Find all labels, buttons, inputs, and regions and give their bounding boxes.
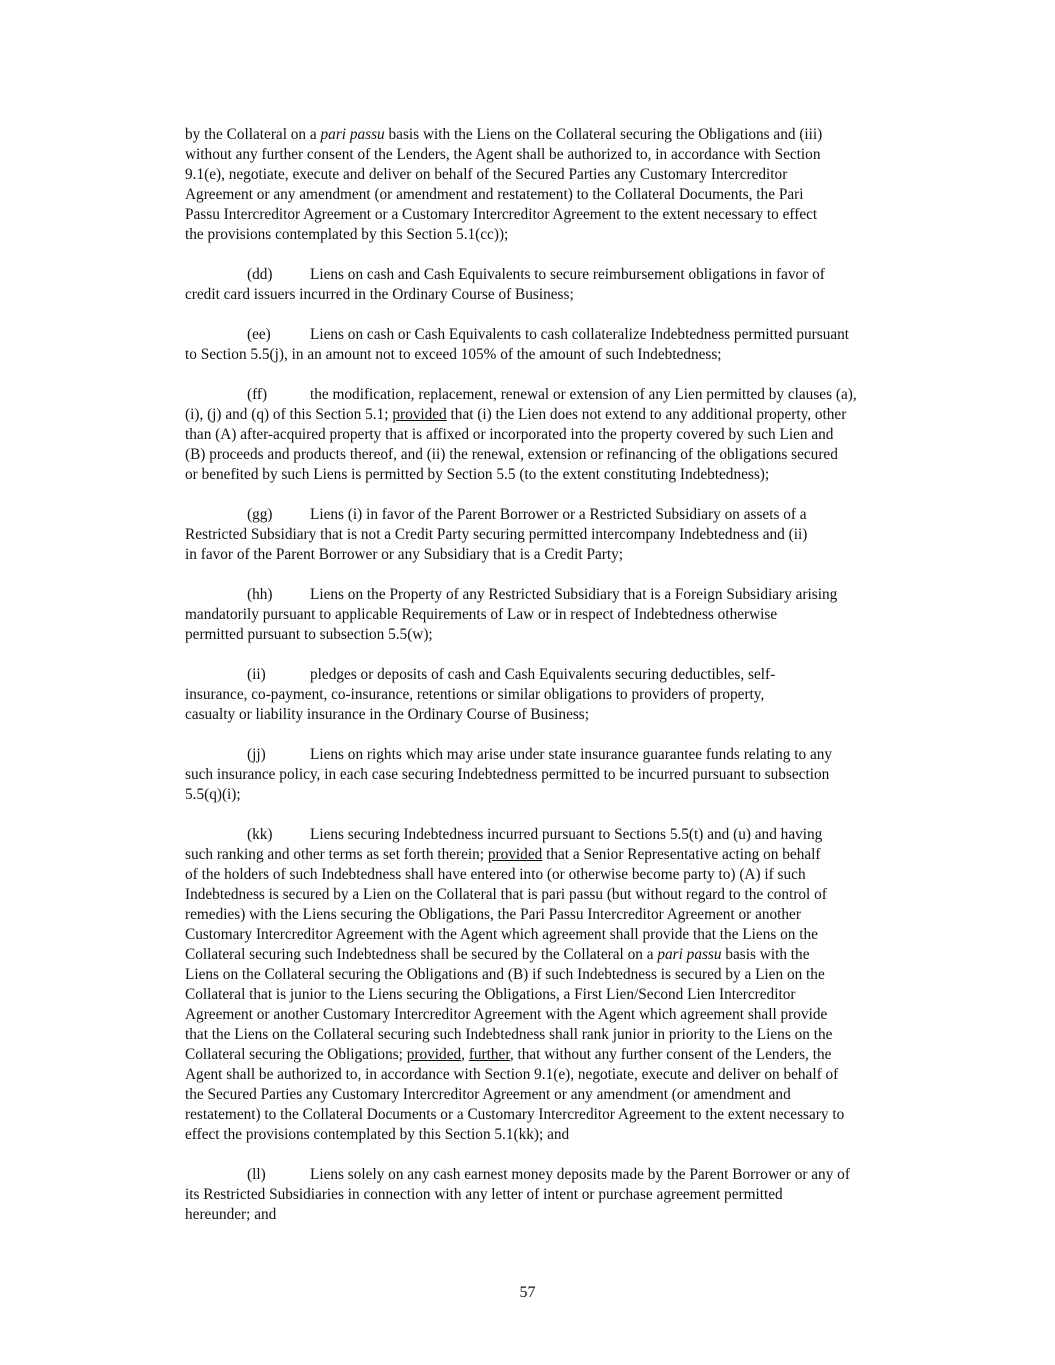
text-line: Passu Intercreditor Agreement or a Customary Intercreditor Agreement to the extent necessary to effect (185, 206, 818, 223)
clause-label: (dd) (247, 266, 273, 283)
clause-ii (185, 665, 933, 725)
text-line: the provisions contemplated by this Section 5.1(cc)); (185, 226, 509, 243)
text-line: Restricted Subsidiary that is not a Credit Party securing permitted intercompany Indebtedness and (ii) (185, 526, 808, 543)
text-line: remedies) with the Liens securing the Obligations, the Pari Passu Intercreditor Agreement or another (185, 906, 801, 923)
text-line: hereunder; and (185, 1206, 277, 1223)
text-line: in favor of the Parent Borrower or any Subsidiary that is a Credit Party; (185, 546, 623, 563)
text-line: (i), (j) and (q) of this Section 5.1; provided that (i) the Lien does not extend to any additional property, other (185, 406, 847, 423)
text-line: Collateral that is junior to the Liens securing the Obligations, a First Lien/Second Lien Intercreditor (185, 986, 796, 1003)
clause-ll (185, 1165, 933, 1225)
text-line: Collateral securing the Obligations; provided, further, that without any further consent of the Lenders, the (185, 1046, 832, 1063)
text-line: that the Liens on the Collateral securing such Indebtedness shall rank junior in priority to the Liens on the (185, 1026, 833, 1043)
clause-hh (185, 585, 933, 645)
clause-ee (185, 325, 933, 365)
clause-label: (jj) (247, 746, 266, 763)
text-line: (ii) pledges or deposits of cash and Cash Equivalents securing deductibles, self- (247, 666, 776, 683)
text-line: of the holders of such Indebtedness shall have entered into (or otherwise become party to) (A) if such (185, 866, 806, 883)
text-line: (dd) Liens on cash and Cash Equivalents to secure reimbursement obligations in favor of (247, 266, 825, 283)
text-line: Agreement or any amendment (or amendment and restatement) to the Collateral Documents, the Pari (185, 186, 804, 203)
page-number: 57 (519, 1284, 536, 1301)
underlined-term: provided (487, 846, 543, 863)
text-line: (gg) Liens (i) in favor of the Parent Borrower or a Restricted Subsidiary on assets of a (247, 506, 807, 523)
text-line: to Section 5.5(j), in an amount not to exceed 105% of the amount of such Indebtedness; (185, 346, 722, 363)
italic-term: pari passu (657, 946, 722, 963)
text-line: (jj) Liens on rights which may arise under state insurance guarantee funds relating to any (247, 746, 833, 763)
text-line: casualty or liability insurance in the Ordinary Course of Business; (185, 706, 590, 723)
text-line: than (A) after-acquired property that is affixed or incorporated into the property covered by such Lien and (185, 426, 834, 443)
clause-kk (185, 825, 933, 1145)
text-line: 5.5(q)(i); (185, 786, 241, 803)
text-line: without any further consent of the Lenders, the Agent shall be authorized to, in accordance with Section (185, 146, 821, 163)
underlined-term: further (468, 1046, 510, 1063)
page-body (185, 125, 933, 1245)
clause-label: (gg) (247, 506, 273, 523)
text-line: (kk) Liens securing Indebtedness incurred pursuant to Sections 5.5(t) and (u) and having (247, 826, 823, 843)
clause-label: (kk) (247, 826, 273, 843)
text-line: (B) proceeds and products thereof, and (ii) the renewal, extension or refinancing of the obligations secured (185, 446, 838, 463)
continuation-paragraph (185, 125, 933, 245)
text-line: (ee) Liens on cash or Cash Equivalents to cash collateralize Indebtedness permitted pursuant (247, 326, 850, 343)
text-line: Indebtedness is secured by a Lien on the Collateral that is pari passu (but without regard to the control of (185, 886, 827, 903)
italic-term: pari passu (320, 126, 385, 143)
text-line: Agent shall be authorized to, in accordance with Section 9.1(e), negotiate, execute and deliver on behalf of (185, 1066, 839, 1083)
clause-label: (ll) (247, 1166, 266, 1183)
text-line: such ranking and other terms as set forth therein; provided that a Senior Representative acting on behalf (185, 846, 821, 863)
text-line: Agreement or another Customary Intercreditor Agreement with the Agent which agreement shall provide (185, 1006, 828, 1023)
text-line: Collateral securing such Indebtedness shall be secured by the Collateral on a pari passu basis with the (185, 946, 810, 963)
text-line: (ff) the modification, replacement, renewal or extension of any Lien permitted by clauses (a), (247, 386, 857, 403)
text-line: (hh) Liens on the Property of any Restricted Subsidiary that is a Foreign Subsidiary arising (247, 586, 838, 603)
text-line: effect the provisions contemplated by this Section 5.1(kk); and (185, 1126, 570, 1143)
text-line: 9.1(e), negotiate, execute and deliver on behalf of the Secured Parties any Customary Intercreditor (185, 166, 788, 183)
underlined-term: provided (392, 406, 447, 423)
clause-dd (185, 265, 933, 305)
text-line: mandatorily pursuant to applicable Requirements of Law or in respect of Indebtedness otherwise (185, 606, 778, 623)
text-line: its Restricted Subsidiaries in connection with any letter of intent or purchase agreement permitted (185, 1186, 783, 1203)
text-line: by the Collateral on a pari passu basis with the Liens on the Collateral securing the Obligations and (iii) (185, 126, 823, 143)
clause-gg (185, 505, 933, 565)
text-line: (ll) Liens solely on any cash earnest money deposits made by the Parent Borrower or any of (247, 1166, 850, 1183)
text-line: Liens on the Collateral securing the Obligations and (B) if such Indebtedness is secured by a Lien on the (185, 966, 825, 983)
text-line: such insurance policy, in each case securing Indebtedness permitted to be incurred pursuant to subsection (185, 766, 830, 783)
text-line: permitted pursuant to subsection 5.5(w); (185, 626, 433, 643)
text-line: Customary Intercreditor Agreement with the Agent which agreement shall provide that the Liens on the (185, 926, 818, 943)
text-line: insurance, co-payment, co-insurance, retentions or similar obligations to providers of property, (185, 686, 765, 703)
text-line: credit card issuers incurred in the Ordinary Course of Business; (185, 286, 574, 303)
text-line: the Secured Parties any Customary Intercreditor Agreement or any amendment (or amendment and (185, 1086, 791, 1103)
clause-ff (185, 385, 933, 485)
text-line: or benefited by such Liens is permitted by Section 5.5 (to the extent constituting Indebtedness); (185, 466, 770, 483)
clause-label: (ff) (247, 386, 268, 403)
clause-label: (ee) (247, 326, 271, 343)
underlined-term: provided (406, 1046, 462, 1063)
clause-label: (hh) (247, 586, 273, 603)
clause-jj (185, 745, 933, 805)
text-line: restatement) to the Collateral Documents or a Customary Intercreditor Agreement to the extent necessary to (185, 1106, 845, 1123)
clause-label: (ii) (247, 666, 266, 683)
